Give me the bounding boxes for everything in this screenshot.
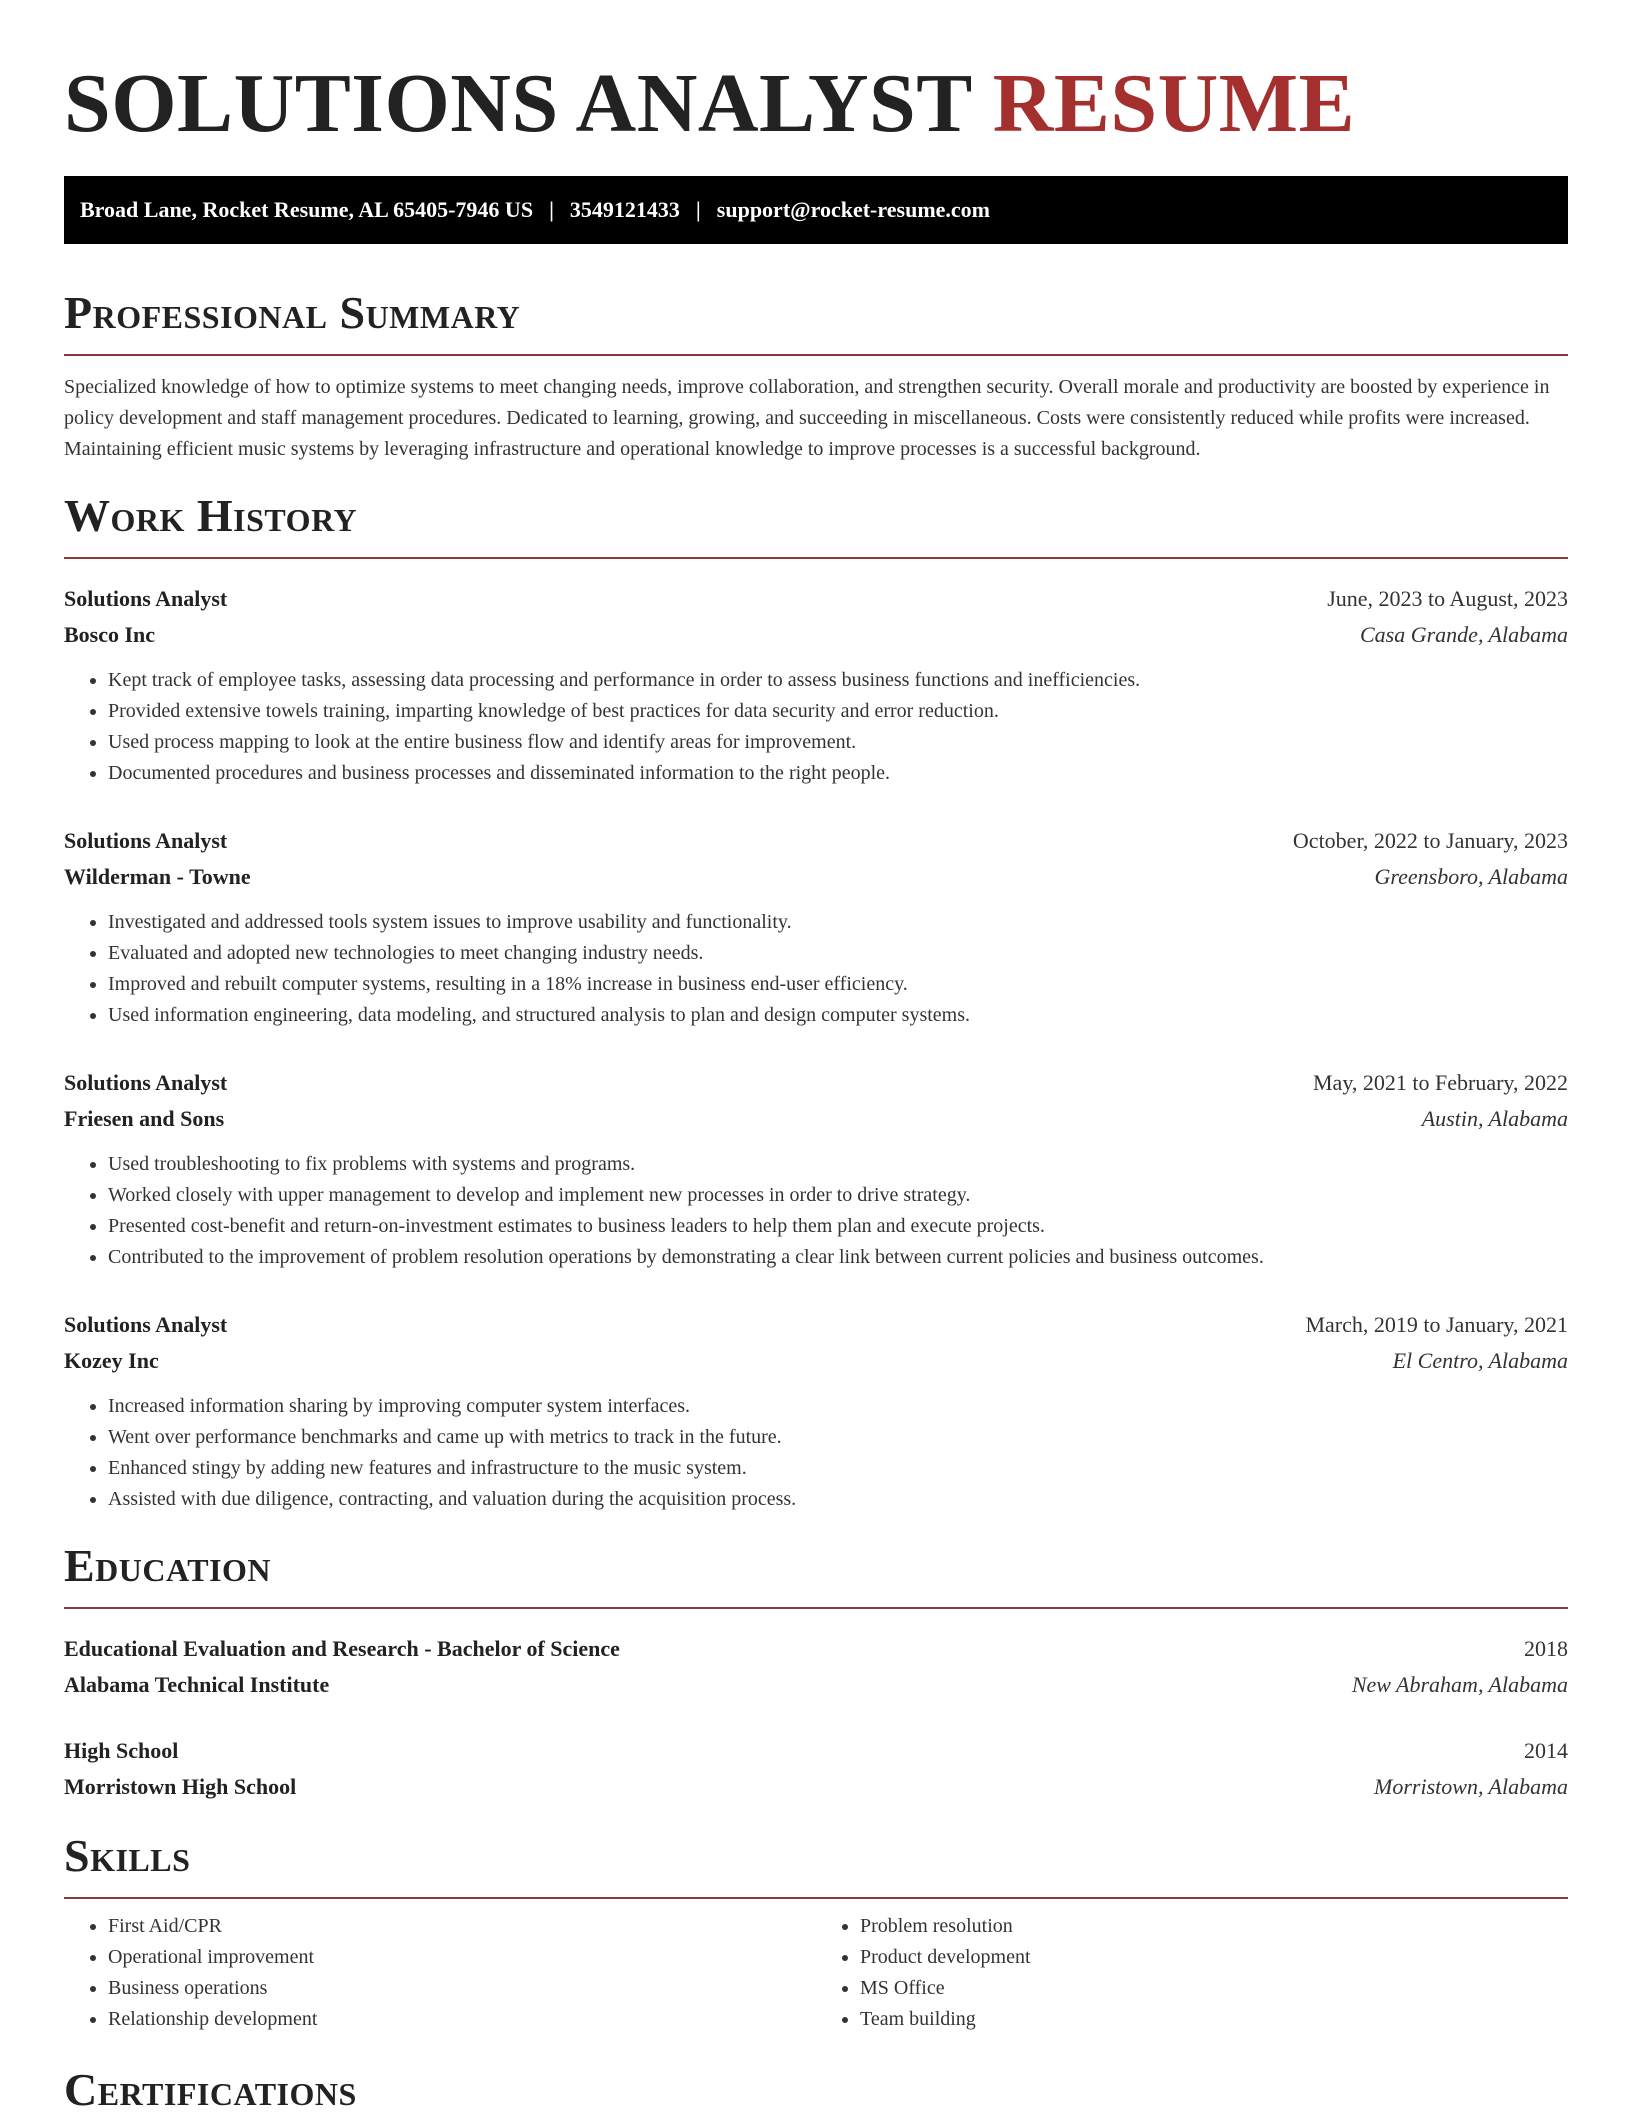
job-dates: May, 2021 to February, 2022 — [1313, 1070, 1568, 1095]
job-location: Austin, Alabama — [1421, 1106, 1568, 1131]
job-bullet: • Enhanced stingy by adding new features and infrastructure to the music system. — [108, 1453, 1568, 1484]
job-company: Bosco Inc — [64, 622, 156, 647]
job-bullet: • Presented cost-benefit and return-on-investment estimates to business leaders to help them plan and execute projects. — [108, 1211, 1568, 1242]
job-bullets — [64, 907, 1568, 1031]
education-entry — [64, 1631, 1568, 1703]
job-title: Solutions Analyst — [64, 828, 228, 853]
skills-columns — [64, 1911, 1568, 2035]
skills-heading: Skills — [64, 1830, 191, 1881]
education-entry — [64, 1733, 1568, 1805]
job-bullets — [64, 1149, 1568, 1273]
title-main: SOLUTIONS ANALYST — [64, 57, 972, 150]
section-divider — [64, 354, 1568, 356]
skill-item: • Problem resolution — [860, 1911, 1568, 1942]
job-location: Greensboro, Alabama — [1374, 864, 1568, 889]
education-year: 2018 — [1524, 1636, 1568, 1661]
education-section — [64, 1541, 1568, 1805]
skills-list-right — [816, 1911, 1568, 2035]
contact-bar — [64, 176, 1568, 244]
job-dates: March, 2019 to January, 2021 — [1305, 1312, 1568, 1337]
job-entry — [64, 823, 1568, 1031]
skill-item: • Relationship development — [108, 2004, 816, 2035]
job-location: El Centro, Alabama — [1392, 1348, 1568, 1373]
skill-item: • Operational improvement — [108, 1942, 816, 1973]
job-dates: October, 2022 to January, 2023 — [1292, 828, 1568, 853]
contact-separator: | — [695, 197, 701, 222]
skill-item: • Team building — [860, 2004, 1568, 2035]
education-degree: Educational Evaluation and Research - Bachelor of Science — [64, 1636, 620, 1661]
job-company: Friesen and Sons — [64, 1106, 225, 1131]
job-bullet: • Increased information sharing by improving computer system interfaces. — [108, 1391, 1568, 1422]
job-bullet: • Documented procedures and business processes and disseminated information to the right people. — [108, 758, 1568, 789]
job-bullet: • Used troubleshooting to fix problems with systems and programs. — [108, 1149, 1568, 1180]
job-bullet: • Provided extensive towels training, imparting knowledge of best practices for data security and error reduction. — [108, 696, 1568, 727]
skill-item: • Business operations — [108, 1973, 816, 2004]
contact-email: support@rocket-resume.com — [716, 197, 990, 222]
education-school: Morristown High School — [64, 1774, 297, 1799]
certifications-heading: Certifications — [64, 2064, 357, 2115]
job-bullet: • Used information engineering, data modeling, and structured analysis to plan and design computer systems. — [108, 1000, 1568, 1031]
contact-phone: 3549121433 — [569, 197, 680, 222]
job-bullet: • Kept track of employee tasks, assessing data processing and performance in order to assess business functions and inefficiencies. — [108, 665, 1568, 696]
section-divider — [64, 1607, 1568, 1609]
skills-list-left — [64, 1911, 816, 2035]
job-bullet: • Evaluated and adopted new technologies to meet changing industry needs. — [108, 938, 1568, 969]
skill-item: • First Aid/CPR — [108, 1911, 816, 1942]
section-divider — [64, 557, 1568, 559]
job-bullets — [64, 665, 1568, 789]
job-bullet: • Improved and rebuilt computer systems, resulting in a 18% increase in business end-user efficiency. — [108, 969, 1568, 1000]
job-company: Wilderman - Towne — [64, 864, 251, 889]
certifications-section — [64, 2065, 1568, 2115]
job-bullet: • Contributed to the improvement of problem resolution operations by demonstrating a clear link between current policies and business outcomes. — [108, 1242, 1568, 1273]
job-title: Solutions Analyst — [64, 1070, 228, 1095]
education-location: New Abraham, Alabama — [1351, 1672, 1568, 1697]
summary-section — [64, 288, 1568, 465]
contact-separator: | — [549, 197, 554, 222]
education-location: Morristown, Alabama — [1374, 1774, 1568, 1799]
section-divider — [64, 1897, 1568, 1899]
education-heading: Education — [64, 1540, 272, 1591]
skill-item: • MS Office — [860, 1973, 1568, 2004]
contact-address: Broad Lane, Rocket Resume, AL 65405-7946 US — [80, 197, 534, 222]
skill-item: • Product development — [860, 1942, 1568, 1973]
skills-section — [64, 1831, 1568, 2035]
education-school: Alabama Technical Institute — [64, 1672, 330, 1697]
work-history-heading: Work History — [64, 490, 358, 541]
summary-heading: Professional Summary — [64, 287, 521, 338]
job-bullet: • Worked closely with upper management to develop and implement new processes in order to drive strategy. — [108, 1180, 1568, 1211]
job-bullets — [64, 1391, 1568, 1515]
job-dates: June, 2023 to August, 2023 — [1327, 586, 1568, 611]
education-degree: High School — [64, 1738, 179, 1763]
job-entry — [64, 1065, 1568, 1273]
job-bullet: • Went over performance benchmarks and came up with metrics to track in the future. — [108, 1422, 1568, 1453]
education-year: 2014 — [1524, 1738, 1568, 1763]
title-accent: RESUME — [992, 57, 1356, 150]
resume-title — [64, 56, 1568, 152]
job-bullet: • Used process mapping to look at the entire business flow and identify areas for improvement. — [108, 727, 1568, 758]
job-company: Kozey Inc — [64, 1348, 159, 1373]
work-history-section — [64, 491, 1568, 1515]
job-title: Solutions Analyst — [64, 1312, 228, 1337]
job-entry — [64, 581, 1568, 789]
summary-text: Specialized knowledge of how to optimize systems to meet changing needs, improve collaboration, and strengthen security. Overall morale and productivity are boosted by experience in policy development and staff management procedures. Dedicated to learning, growing, and succeeding in miscellaneous. Costs were consistently reduced while profits were increased. Maintaining efficient music systems by leveraging infrastructure and operational knowledge to improve processes is a successful background. — [64, 376, 1550, 460]
job-entry — [64, 1307, 1568, 1515]
job-location: Casa Grande, Alabama — [1360, 622, 1568, 647]
job-bullet: • Investigated and addressed tools system issues to improve usability and functionality. — [108, 907, 1568, 938]
job-title: Solutions Analyst — [64, 586, 228, 611]
job-bullet: • Assisted with due diligence, contracting, and valuation during the acquisition process. — [108, 1484, 1568, 1515]
